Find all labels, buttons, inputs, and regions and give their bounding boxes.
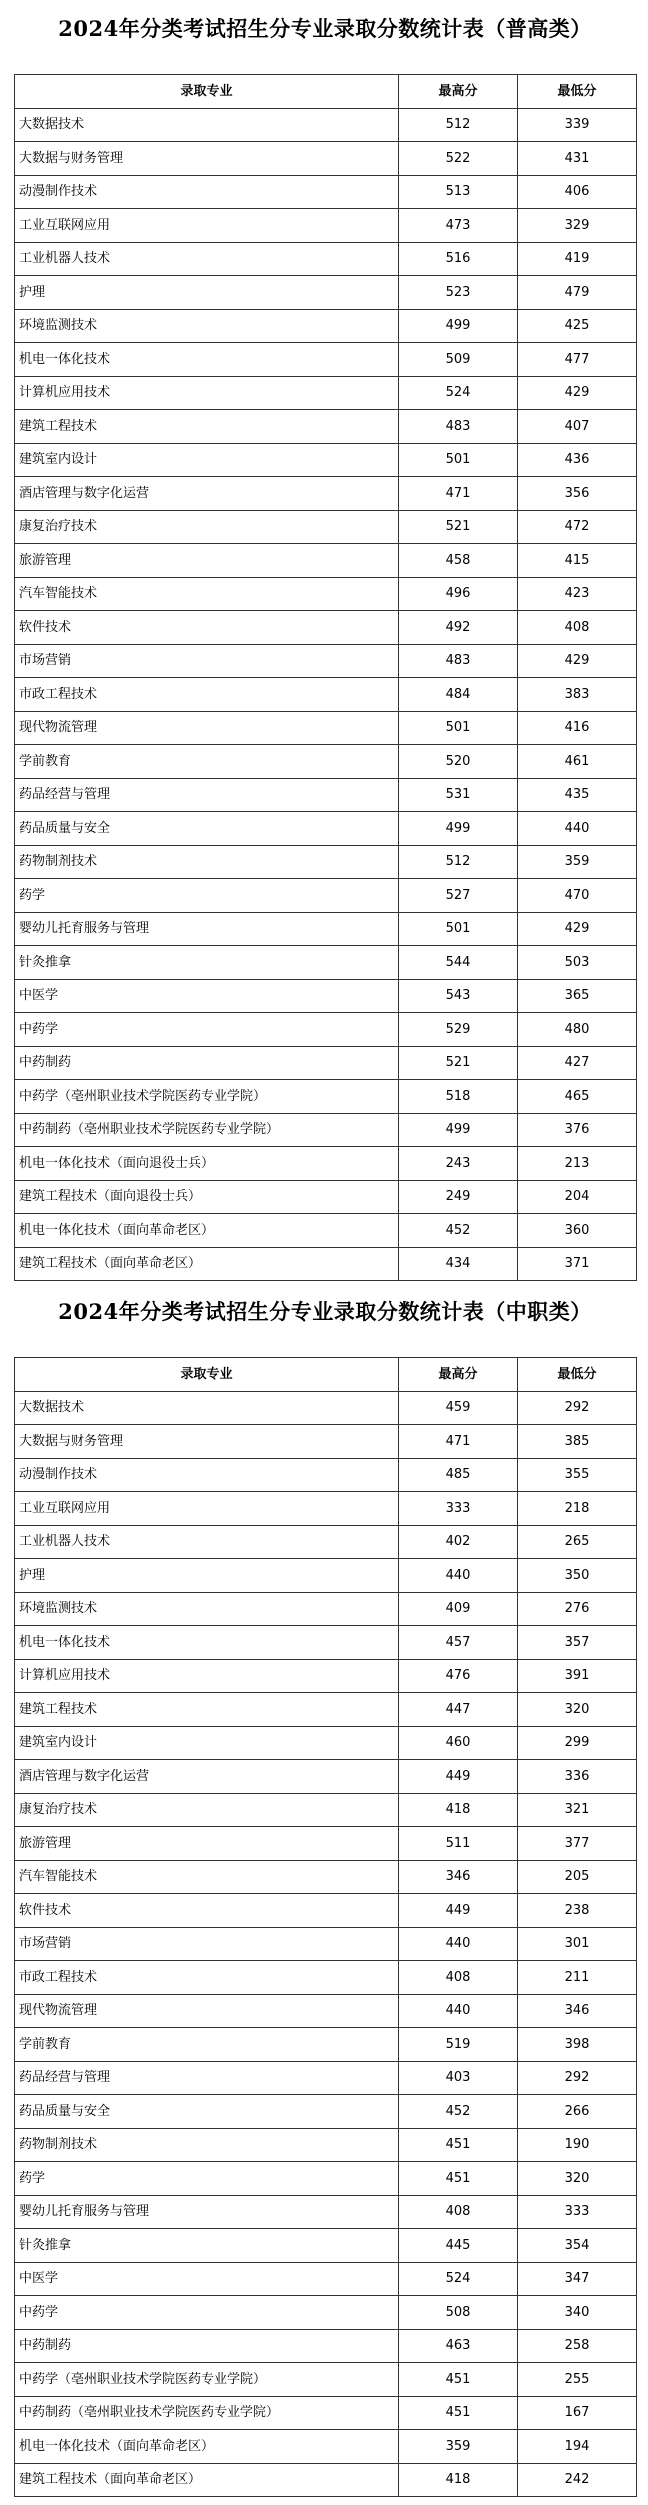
major-cell: 酒店管理与数字化运营 [15, 1760, 399, 1794]
table-row [15, 1525, 637, 1559]
table-row [15, 1626, 637, 1660]
table-row [15, 108, 637, 142]
min-score-cell: 190 [518, 2128, 637, 2162]
major-cell: 药物制剂技术 [15, 845, 399, 879]
max-score-cell: 496 [399, 577, 518, 611]
table-row [15, 1592, 637, 1626]
table-row [15, 2396, 637, 2430]
table-row [15, 2229, 637, 2263]
max-score-cell: 512 [399, 108, 518, 142]
major-cell: 婴幼儿托育服务与管理 [15, 912, 399, 946]
min-score-cell: 470 [518, 879, 637, 913]
max-score-cell: 408 [399, 2195, 518, 2229]
table-row [15, 1927, 637, 1961]
max-score-cell: 544 [399, 946, 518, 980]
table-row [15, 778, 637, 812]
major-cell: 建筑工程技术（面向革命老区） [15, 2463, 399, 2497]
max-score-cell: 418 [399, 2463, 518, 2497]
header-row [15, 75, 637, 109]
table-row [15, 209, 637, 243]
major-cell: 建筑工程技术（面向退役士兵） [15, 1180, 399, 1214]
major-cell: 旅游管理 [15, 1827, 399, 1861]
major-cell: 环境监测技术 [15, 1592, 399, 1626]
major-cell: 药品质量与安全 [15, 812, 399, 846]
table-row [15, 1180, 637, 1214]
table-section-zhongzhi [14, 1283, 636, 2497]
major-cell: 市场营销 [15, 644, 399, 678]
table-row [15, 1247, 637, 1281]
major-cell: 工业机器人技术 [15, 1525, 399, 1559]
table-row [15, 276, 637, 310]
major-cell: 中药学 [15, 1013, 399, 1047]
max-score-cell: 451 [399, 2128, 518, 2162]
min-score-cell: 299 [518, 1726, 637, 1760]
major-cell: 环境监测技术 [15, 309, 399, 343]
major-cell: 康复治疗技术 [15, 510, 399, 544]
major-cell: 药学 [15, 879, 399, 913]
min-score-cell: 266 [518, 2095, 637, 2129]
table-section-puggao [14, 0, 636, 1281]
min-score-cell: 391 [518, 1659, 637, 1693]
table-row [15, 2363, 637, 2397]
table-row [15, 2195, 637, 2229]
max-score-cell: 403 [399, 2061, 518, 2095]
major-cell: 计算机应用技术 [15, 376, 399, 410]
max-score-cell: 409 [399, 1592, 518, 1626]
max-score-cell: 499 [399, 1113, 518, 1147]
min-score-cell: 431 [518, 142, 637, 176]
table-row [15, 1113, 637, 1147]
table-title: 2024年分类考试招生分专业录取分数统计表（普高类） [58, 16, 592, 41]
header-max: 最高分 [399, 75, 518, 109]
max-score-cell: 484 [399, 678, 518, 712]
major-cell: 旅游管理 [15, 544, 399, 578]
max-score-cell: 451 [399, 2162, 518, 2196]
max-score-cell: 499 [399, 309, 518, 343]
table-row [15, 1860, 637, 1894]
table-row [15, 1046, 637, 1080]
min-score-cell: 238 [518, 1894, 637, 1928]
min-score-cell: 346 [518, 1994, 637, 2028]
major-cell: 市场营销 [15, 1927, 399, 1961]
score-table [14, 74, 637, 1281]
max-score-cell: 440 [399, 1559, 518, 1593]
major-cell: 中药制药（亳州职业技术学院医药专业学院） [15, 2396, 399, 2430]
max-score-cell: 452 [399, 1214, 518, 1248]
major-cell: 软件技术 [15, 1894, 399, 1928]
min-score-cell: 292 [518, 2061, 637, 2095]
max-score-cell: 512 [399, 845, 518, 879]
major-cell: 药学 [15, 2162, 399, 2196]
max-score-cell: 249 [399, 1180, 518, 1214]
table-row [15, 477, 637, 511]
major-cell: 工业互联网应用 [15, 209, 399, 243]
table-row [15, 1492, 637, 1526]
min-score-cell: 398 [518, 2028, 637, 2062]
table-row [15, 1961, 637, 1995]
min-score-cell: 465 [518, 1080, 637, 1114]
table-row [15, 812, 637, 846]
major-cell: 药品经营与管理 [15, 2061, 399, 2095]
max-score-cell: 451 [399, 2363, 518, 2397]
major-cell: 动漫制作技术 [15, 1458, 399, 1492]
max-score-cell: 476 [399, 1659, 518, 1693]
min-score-cell: 429 [518, 912, 637, 946]
table-row [15, 879, 637, 913]
major-cell: 药品质量与安全 [15, 2095, 399, 2129]
min-score-cell: 204 [518, 1180, 637, 1214]
major-cell: 针灸推拿 [15, 946, 399, 980]
major-cell: 动漫制作技术 [15, 175, 399, 209]
min-score-cell: 321 [518, 1793, 637, 1827]
table-row [15, 443, 637, 477]
min-score-cell: 205 [518, 1860, 637, 1894]
max-score-cell: 501 [399, 912, 518, 946]
min-score-cell: 357 [518, 1626, 637, 1660]
min-score-cell: 416 [518, 711, 637, 745]
min-score-cell: 265 [518, 1525, 637, 1559]
max-score-cell: 447 [399, 1693, 518, 1727]
table-row [15, 1760, 637, 1794]
max-score-cell: 463 [399, 2329, 518, 2363]
table-row [15, 1827, 637, 1861]
max-score-cell: 460 [399, 1726, 518, 1760]
major-cell: 计算机应用技术 [15, 1659, 399, 1693]
min-score-cell: 336 [518, 1760, 637, 1794]
max-score-cell: 543 [399, 979, 518, 1013]
max-score-cell: 449 [399, 1760, 518, 1794]
major-cell: 大数据与财务管理 [15, 1425, 399, 1459]
table-row [15, 376, 637, 410]
table-row [15, 611, 637, 645]
major-cell: 药物制剂技术 [15, 2128, 399, 2162]
table-row [15, 1659, 637, 1693]
header-major: 录取专业 [15, 75, 399, 109]
major-cell: 护理 [15, 276, 399, 310]
major-cell: 中药学（亳州职业技术学院医药专业学院） [15, 1080, 399, 1114]
min-score-cell: 440 [518, 812, 637, 846]
min-score-cell: 406 [518, 175, 637, 209]
min-score-cell: 167 [518, 2396, 637, 2430]
max-score-cell: 509 [399, 343, 518, 377]
table-row [15, 2028, 637, 2062]
max-score-cell: 359 [399, 2430, 518, 2464]
major-cell: 中医学 [15, 979, 399, 1013]
table-row [15, 175, 637, 209]
major-cell: 软件技术 [15, 611, 399, 645]
major-cell: 建筑工程技术（面向革命老区） [15, 1247, 399, 1281]
max-score-cell: 471 [399, 477, 518, 511]
min-score-cell: 194 [518, 2430, 637, 2464]
spacer-row [14, 1339, 636, 1357]
major-cell: 针灸推拿 [15, 2229, 399, 2263]
max-score-cell: 499 [399, 812, 518, 846]
max-score-cell: 522 [399, 142, 518, 176]
spacer-row [14, 56, 636, 74]
max-score-cell: 519 [399, 2028, 518, 2062]
min-score-cell: 339 [518, 108, 637, 142]
max-score-cell: 511 [399, 1827, 518, 1861]
max-score-cell: 473 [399, 209, 518, 243]
header-row [15, 1358, 637, 1392]
major-cell: 中药制药 [15, 2329, 399, 2363]
max-score-cell: 521 [399, 510, 518, 544]
table-row [15, 979, 637, 1013]
max-score-cell: 471 [399, 1425, 518, 1459]
min-score-cell: 503 [518, 946, 637, 980]
major-cell: 中医学 [15, 2262, 399, 2296]
table-row [15, 2061, 637, 2095]
major-cell: 大数据技术 [15, 1391, 399, 1425]
max-score-cell: 520 [399, 745, 518, 779]
major-cell: 市政工程技术 [15, 678, 399, 712]
max-score-cell: 418 [399, 1793, 518, 1827]
min-score-cell: 320 [518, 1693, 637, 1727]
max-score-cell: 524 [399, 2262, 518, 2296]
max-score-cell: 346 [399, 1860, 518, 1894]
min-score-cell: 423 [518, 577, 637, 611]
major-cell: 康复治疗技术 [15, 1793, 399, 1827]
min-score-cell: 242 [518, 2463, 637, 2497]
max-score-cell: 513 [399, 175, 518, 209]
max-score-cell: 408 [399, 1961, 518, 1995]
table-row [15, 2162, 637, 2196]
table-row [15, 678, 637, 712]
min-score-cell: 415 [518, 544, 637, 578]
max-score-cell: 516 [399, 242, 518, 276]
max-score-cell: 508 [399, 2296, 518, 2330]
major-cell: 机电一体化技术（面向退役士兵） [15, 1147, 399, 1181]
table-row [15, 2463, 637, 2497]
table-row [15, 544, 637, 578]
max-score-cell: 333 [399, 1492, 518, 1526]
table-row [15, 845, 637, 879]
max-score-cell: 451 [399, 2396, 518, 2430]
table-title: 2024年分类考试招生分专业录取分数统计表（中职类） [58, 1299, 592, 1324]
min-score-cell: 276 [518, 1592, 637, 1626]
table-row [15, 1793, 637, 1827]
min-score-cell: 340 [518, 2296, 637, 2330]
max-score-cell: 518 [399, 1080, 518, 1114]
max-score-cell: 402 [399, 1525, 518, 1559]
table-row [15, 1214, 637, 1248]
table-row [15, 1080, 637, 1114]
major-cell: 市政工程技术 [15, 1961, 399, 1995]
max-score-cell: 243 [399, 1147, 518, 1181]
table-row [15, 711, 637, 745]
table-row [15, 1559, 637, 1593]
table-row [15, 1013, 637, 1047]
min-score-cell: 213 [518, 1147, 637, 1181]
min-score-cell: 329 [518, 209, 637, 243]
min-score-cell: 461 [518, 745, 637, 779]
table-row [15, 745, 637, 779]
max-score-cell: 449 [399, 1894, 518, 1928]
max-score-cell: 445 [399, 2229, 518, 2263]
min-score-cell: 425 [518, 309, 637, 343]
max-score-cell: 521 [399, 1046, 518, 1080]
min-score-cell: 320 [518, 2162, 637, 2196]
major-cell: 机电一体化技术（面向革命老区） [15, 2430, 399, 2464]
max-score-cell: 457 [399, 1626, 518, 1660]
header-major: 录取专业 [15, 1358, 399, 1392]
major-cell: 汽车智能技术 [15, 577, 399, 611]
max-score-cell: 523 [399, 276, 518, 310]
table-row [15, 142, 637, 176]
max-score-cell: 458 [399, 544, 518, 578]
max-score-cell: 440 [399, 1927, 518, 1961]
min-score-cell: 477 [518, 343, 637, 377]
table-row [15, 2095, 637, 2129]
min-score-cell: 376 [518, 1113, 637, 1147]
table-row [15, 1458, 637, 1492]
table-row [15, 2262, 637, 2296]
min-score-cell: 429 [518, 376, 637, 410]
max-score-cell: 531 [399, 778, 518, 812]
table-row [15, 1425, 637, 1459]
major-cell: 学前教育 [15, 745, 399, 779]
major-cell: 大数据与财务管理 [15, 142, 399, 176]
major-cell: 中药学 [15, 2296, 399, 2330]
major-cell: 中药学（亳州职业技术学院医药专业学院） [15, 2363, 399, 2397]
major-cell: 现代物流管理 [15, 711, 399, 745]
min-score-cell: 255 [518, 2363, 637, 2397]
max-score-cell: 483 [399, 410, 518, 444]
max-score-cell: 440 [399, 1994, 518, 2028]
min-score-cell: 377 [518, 1827, 637, 1861]
table-row [15, 577, 637, 611]
min-score-cell: 365 [518, 979, 637, 1013]
min-score-cell: 472 [518, 510, 637, 544]
major-cell: 建筑室内设计 [15, 1726, 399, 1760]
table-row [15, 510, 637, 544]
major-cell: 机电一体化技术 [15, 343, 399, 377]
min-score-cell: 218 [518, 1492, 637, 1526]
major-cell: 建筑工程技术 [15, 410, 399, 444]
min-score-cell: 359 [518, 845, 637, 879]
min-score-cell: 354 [518, 2229, 637, 2263]
table-row [15, 946, 637, 980]
max-score-cell: 483 [399, 644, 518, 678]
table-row [15, 2296, 637, 2330]
min-score-cell: 436 [518, 443, 637, 477]
table-row [15, 912, 637, 946]
header-max: 最高分 [399, 1358, 518, 1392]
major-cell: 中药制药（亳州职业技术学院医药专业学院） [15, 1113, 399, 1147]
table-row [15, 2430, 637, 2464]
min-score-cell: 383 [518, 678, 637, 712]
min-score-cell: 356 [518, 477, 637, 511]
table-row [15, 1726, 637, 1760]
max-score-cell: 492 [399, 611, 518, 645]
major-cell: 工业互联网应用 [15, 1492, 399, 1526]
min-score-cell: 211 [518, 1961, 637, 1995]
min-score-cell: 435 [518, 778, 637, 812]
min-score-cell: 301 [518, 1927, 637, 1961]
major-cell: 现代物流管理 [15, 1994, 399, 2028]
min-score-cell: 407 [518, 410, 637, 444]
header-min: 最低分 [518, 1358, 637, 1392]
min-score-cell: 427 [518, 1046, 637, 1080]
major-cell: 汽车智能技术 [15, 1860, 399, 1894]
table-row [15, 1391, 637, 1425]
table-row [15, 1994, 637, 2028]
max-score-cell: 524 [399, 376, 518, 410]
table-row [15, 1147, 637, 1181]
max-score-cell: 527 [399, 879, 518, 913]
max-score-cell: 459 [399, 1391, 518, 1425]
major-cell: 建筑工程技术 [15, 1693, 399, 1727]
score-table [14, 1357, 637, 2497]
major-cell: 机电一体化技术 [15, 1626, 399, 1660]
table-row [15, 2329, 637, 2363]
min-score-cell: 371 [518, 1247, 637, 1281]
min-score-cell: 429 [518, 644, 637, 678]
min-score-cell: 419 [518, 242, 637, 276]
table-row [15, 343, 637, 377]
table-row [15, 644, 637, 678]
major-cell: 工业机器人技术 [15, 242, 399, 276]
max-score-cell: 434 [399, 1247, 518, 1281]
min-score-cell: 480 [518, 1013, 637, 1047]
major-cell: 大数据技术 [15, 108, 399, 142]
min-score-cell: 385 [518, 1425, 637, 1459]
max-score-cell: 529 [399, 1013, 518, 1047]
max-score-cell: 452 [399, 2095, 518, 2129]
min-score-cell: 355 [518, 1458, 637, 1492]
min-score-cell: 258 [518, 2329, 637, 2363]
min-score-cell: 350 [518, 1559, 637, 1593]
min-score-cell: 347 [518, 2262, 637, 2296]
table-row [15, 410, 637, 444]
max-score-cell: 485 [399, 1458, 518, 1492]
max-score-cell: 501 [399, 711, 518, 745]
max-score-cell: 501 [399, 443, 518, 477]
major-cell: 药品经营与管理 [15, 778, 399, 812]
min-score-cell: 292 [518, 1391, 637, 1425]
major-cell: 护理 [15, 1559, 399, 1593]
min-score-cell: 479 [518, 276, 637, 310]
header-min: 最低分 [518, 75, 637, 109]
min-score-cell: 360 [518, 1214, 637, 1248]
table-row [15, 1693, 637, 1727]
table-row [15, 309, 637, 343]
table-row [15, 1894, 637, 1928]
major-cell: 建筑室内设计 [15, 443, 399, 477]
table-row [15, 242, 637, 276]
major-cell: 机电一体化技术（面向革命老区） [15, 1214, 399, 1248]
table-row [15, 2128, 637, 2162]
major-cell: 婴幼儿托育服务与管理 [15, 2195, 399, 2229]
major-cell: 中药制药 [15, 1046, 399, 1080]
major-cell: 学前教育 [15, 2028, 399, 2062]
min-score-cell: 333 [518, 2195, 637, 2229]
major-cell: 酒店管理与数字化运营 [15, 477, 399, 511]
min-score-cell: 408 [518, 611, 637, 645]
